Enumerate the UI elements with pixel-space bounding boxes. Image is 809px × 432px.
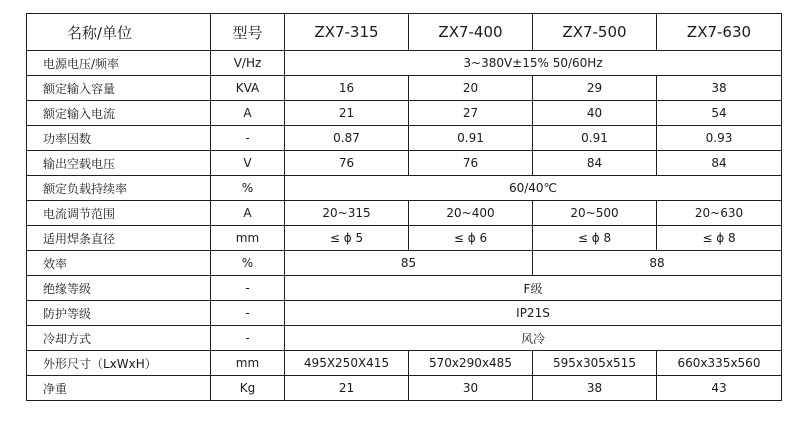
table-row	[27, 101, 782, 126]
value-cell: 495X250X415	[285, 351, 409, 376]
table-row	[27, 251, 782, 276]
row-label: 效率	[27, 251, 211, 276]
spec-table	[26, 13, 781, 416]
row-unit: mm	[211, 351, 285, 376]
row-label: 额定输入容量	[27, 76, 211, 101]
value-cell: 20~630	[657, 201, 782, 226]
value-cell: 29	[533, 76, 657, 101]
value-cell: 38	[657, 76, 782, 101]
row-unit: -	[211, 326, 285, 351]
value-cell: 76	[285, 151, 409, 176]
row-label: 额定负载持续率	[27, 176, 211, 201]
table-row	[27, 276, 782, 301]
row-label: 功率因数	[27, 126, 211, 151]
row-unit: V/Hz	[211, 51, 285, 76]
row-label: 电源电压/频率	[27, 51, 211, 76]
value-cell: 76	[409, 151, 533, 176]
table-row	[27, 76, 782, 101]
row-unit: Kg	[211, 376, 285, 401]
header-model: 型号	[211, 14, 285, 51]
header-row	[27, 14, 782, 51]
value-cell: 20~315	[285, 201, 409, 226]
table-row	[27, 226, 782, 251]
header-model-zx7-315: ZX7-315	[285, 14, 409, 51]
value-cell: 85	[285, 251, 533, 276]
value-cell: 3~380V±15% 50/60Hz	[285, 51, 782, 76]
value-cell: 40	[533, 101, 657, 126]
value-cell: 0.91	[409, 126, 533, 151]
value-cell: 88	[533, 251, 782, 276]
table-row	[27, 201, 782, 226]
value-cell: 风冷	[285, 326, 782, 351]
row-unit: A	[211, 101, 285, 126]
row-label: 净重	[27, 376, 211, 401]
row-label: 防护等级	[27, 301, 211, 326]
value-cell: F级	[285, 276, 782, 301]
row-unit: A	[211, 201, 285, 226]
row-label: 冷却方式	[27, 326, 211, 351]
row-unit: -	[211, 301, 285, 326]
table-row	[27, 301, 782, 326]
row-unit: mm	[211, 226, 285, 251]
value-cell: 60/40℃	[285, 176, 782, 201]
value-cell: 38	[533, 376, 657, 401]
row-unit: %	[211, 176, 285, 201]
value-cell: 0.93	[657, 126, 782, 151]
value-cell: 20~500	[533, 201, 657, 226]
value-cell: 20~400	[409, 201, 533, 226]
header-name-unit: 名称/单位	[27, 14, 211, 51]
value-cell: ≤ ϕ 8	[657, 226, 782, 251]
header-model-zx7-500: ZX7-500	[533, 14, 657, 51]
table-row	[27, 351, 782, 376]
value-cell: 84	[657, 151, 782, 176]
table-row	[27, 126, 782, 151]
value-cell: 21	[285, 376, 409, 401]
header-model-zx7-400: ZX7-400	[409, 14, 533, 51]
table-row	[27, 51, 782, 76]
value-cell: 0.91	[533, 126, 657, 151]
table-row	[27, 376, 782, 401]
header-model-zx7-630: ZX7-630	[657, 14, 782, 51]
value-cell: ≤ ϕ 6	[409, 226, 533, 251]
row-unit: -	[211, 126, 285, 151]
value-cell: 43	[657, 376, 782, 401]
table-row	[27, 151, 782, 176]
value-cell: IP21S	[285, 301, 782, 326]
row-unit: %	[211, 251, 285, 276]
value-cell: 20	[409, 76, 533, 101]
value-cell: 595x305x515	[533, 351, 657, 376]
value-cell: 660x335x560	[657, 351, 782, 376]
row-unit: V	[211, 151, 285, 176]
row-label: 适用焊条直径	[27, 226, 211, 251]
row-unit: -	[211, 276, 285, 301]
value-cell: 27	[409, 101, 533, 126]
value-cell: 16	[285, 76, 409, 101]
value-cell: ≤ ϕ 8	[533, 226, 657, 251]
value-cell: 21	[285, 101, 409, 126]
table-row	[27, 176, 782, 201]
row-label: 绝缘等级	[27, 276, 211, 301]
row-label: 额定输入电流	[27, 101, 211, 126]
value-cell: 84	[533, 151, 657, 176]
value-cell: 30	[409, 376, 533, 401]
row-unit: KVA	[211, 76, 285, 101]
table-row	[27, 326, 782, 351]
row-label: 电流调节范围	[27, 201, 211, 226]
value-cell: 0.87	[285, 126, 409, 151]
row-label: 外形尺寸（LxWxH）	[27, 351, 211, 376]
value-cell: 570x290x485	[409, 351, 533, 376]
row-label: 输出空载电压	[27, 151, 211, 176]
value-cell: ≤ ϕ 5	[285, 226, 409, 251]
value-cell: 54	[657, 101, 782, 126]
